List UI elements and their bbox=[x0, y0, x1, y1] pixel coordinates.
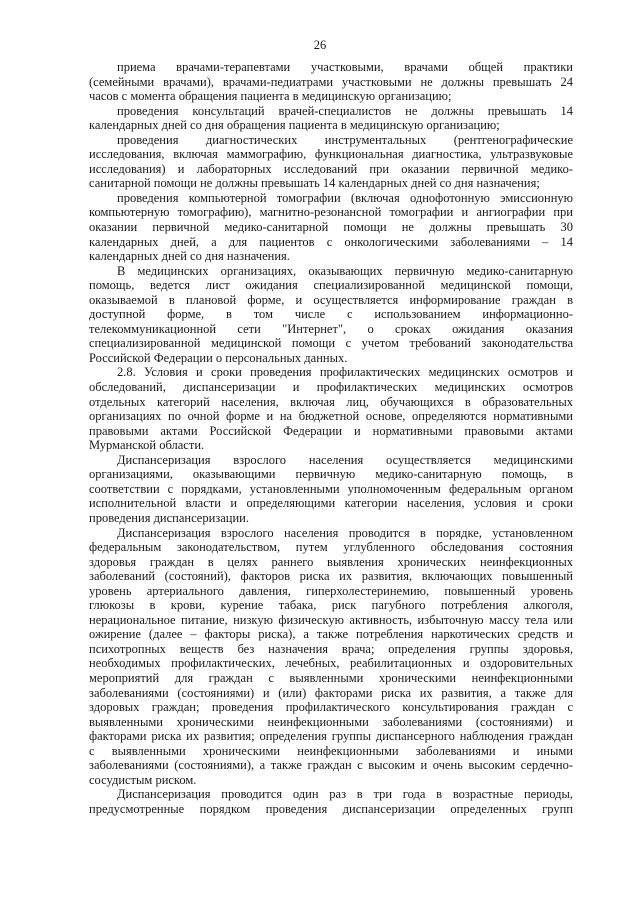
paragraph bbox=[89, 787, 573, 816]
text-line: Российской Федерации о персональных данных. bbox=[89, 350, 348, 365]
text-line: факторами риска их развития; определения группы диспансерного наблюдения граждан bbox=[89, 729, 573, 744]
text-line: оказании первичной медико-санитарной помощи не должны превышать 30 bbox=[89, 220, 573, 235]
text-line: проведения компьютерной томографии (включая однофотонную эмиссионную bbox=[117, 190, 573, 205]
text-line: предусмотренные порядком проведения диспансеризации определенных групп bbox=[89, 801, 573, 816]
text-line: здоровых граждан; проведения профилактического консультирования граждан с bbox=[89, 700, 573, 715]
text-line: проведения консультаций врачей-специалистов не должны превышать 14 bbox=[117, 103, 573, 118]
text-line: отдельных категорий населения, включая лиц, обучающихся в образовательных bbox=[89, 394, 573, 409]
paragraph bbox=[89, 453, 573, 526]
text-line: помощь, ведется лист ожидания специализированной медицинской помощи, bbox=[89, 278, 573, 293]
text-line: здоровья граждан в целях раннего выявления хронических неинфекционных bbox=[89, 554, 573, 569]
text-line: оказываемой в плановой форме, и осуществляется информирование граждан в bbox=[89, 292, 573, 307]
text-line: календарных дней со дня назначения. bbox=[89, 249, 290, 264]
text-line: специализированной медицинской помощи с учетом требований законодательства bbox=[89, 336, 573, 351]
document-body bbox=[89, 60, 573, 816]
text-line: выявленными хроническими неинфекционными заболеваниями (состояниями) и bbox=[89, 714, 573, 729]
text-line: ожирение (далее – факторы риска), а также потребления наркотических средств и bbox=[89, 627, 573, 642]
paragraph bbox=[89, 526, 573, 788]
text-line: 2.8. Условия и сроки проведения профилактических медицинских осмотров и bbox=[117, 365, 573, 380]
text-line: федеральным законодательством, путем углубленного обследования состояния bbox=[89, 540, 573, 555]
text-line: приема врачами-терапевтами участковыми, врачами общей практики bbox=[117, 60, 573, 74]
text-line: Мурманской области. bbox=[89, 438, 205, 453]
text-line: психотропных веществ без назначения врача; определения группы здоровья, bbox=[89, 641, 573, 656]
text-line: проведения диспансеризации. bbox=[89, 510, 249, 525]
text-line: уровень артериального давления, гиперхолестеринемию, повышенный уровень bbox=[89, 583, 573, 598]
text-line: В медицинских организациях, оказывающих первичную медико-санитарную bbox=[117, 263, 573, 278]
text-line: глюкозы в крови, курение табака, риск пагубного потребления алкоголя, bbox=[89, 598, 573, 613]
text-line: исполнительной власти и определяющими категории населения, условия и сроки bbox=[89, 496, 573, 511]
text-line: правовыми актами Российской Федерации и нормативными правовыми актами bbox=[89, 423, 573, 438]
text-line: организациями, оказывающими первичную медико-санитарную помощь, в bbox=[89, 467, 573, 482]
paragraph bbox=[89, 365, 573, 452]
paragraph bbox=[89, 60, 573, 104]
text-line: с выявленными хроническими неинфекционными заболеваниями и иными bbox=[89, 743, 573, 758]
text-line: исследования) и лабораторных исследований при оказании первичной медико- bbox=[89, 161, 573, 176]
text-line: календарных дней, а для пациентов с онкологическими заболеваниями – 14 bbox=[89, 234, 573, 249]
text-line: телекоммуникационной сети "Интернет", о сроках ожидания оказания bbox=[89, 321, 573, 336]
text-line: нерациональное питание, низкую физическую активность, избыточную массу тела или bbox=[89, 612, 573, 627]
text-line: Диспансеризация взрослого населения осуществляется медицинскими bbox=[117, 452, 573, 467]
text-line: обследований, диспансеризации и профилактических медицинских осмотров bbox=[89, 380, 573, 395]
text-line: исследования, включая маммографию, функциональная диагностика, ультразвуковые bbox=[89, 147, 573, 162]
paragraph bbox=[89, 133, 573, 191]
text-line: часов с момента обращения пациента в медицинскую организацию; bbox=[89, 89, 452, 104]
text-line: санитарной помощи не должны превышать 14 календарных дней со дня назначения; bbox=[89, 176, 540, 191]
text-line: доступной форме, в том числе с использованием информационно- bbox=[89, 307, 573, 322]
paragraph bbox=[89, 191, 573, 264]
text-line: заболеваний (состояний), факторов риска их развития, включающих повышенный bbox=[89, 569, 573, 584]
text-line: заболеваниями (состояниями) и (или) факторами риска их развития, а также для bbox=[89, 685, 573, 700]
text-line: заболеваниями (состояниями), а также граждан с высоким и очень высоким сердечно- bbox=[89, 758, 573, 773]
text-line: проведения диагностических инструментальных (рентгенографические bbox=[117, 132, 573, 147]
text-line: необходимых профилактических, лечебных, реабилитационных и оздоровительных bbox=[89, 656, 573, 671]
text-line: соответствии с порядками, установленными уполномоченным федеральным органом bbox=[89, 481, 573, 496]
text-line: организациях по очной форме и на бюджетной основе, определяются нормативными bbox=[89, 409, 573, 424]
page-number: 26 bbox=[313, 38, 327, 52]
text-line: компьютерную томографию), магнитно-резонансной томографии и ангиографии при bbox=[89, 205, 573, 220]
text-line: Диспансеризация взрослого населения проводится в порядке, установленном bbox=[117, 525, 573, 540]
paragraph bbox=[89, 104, 573, 133]
text-line: (семейными врачами), врачами-педиатрами участковыми не должны превышать 24 bbox=[89, 74, 573, 89]
text-line: Диспансеризация проводится один раз в три года в возрастные периоды, bbox=[117, 787, 573, 802]
paragraph bbox=[89, 264, 573, 366]
text-line: календарных дней со дня обращения пациента в медицинскую организацию; bbox=[89, 118, 500, 133]
text-line: сосудистым риском. bbox=[89, 772, 197, 787]
text-line: мероприятий для граждан с выявленными хроническими неинфекционными bbox=[89, 670, 573, 685]
